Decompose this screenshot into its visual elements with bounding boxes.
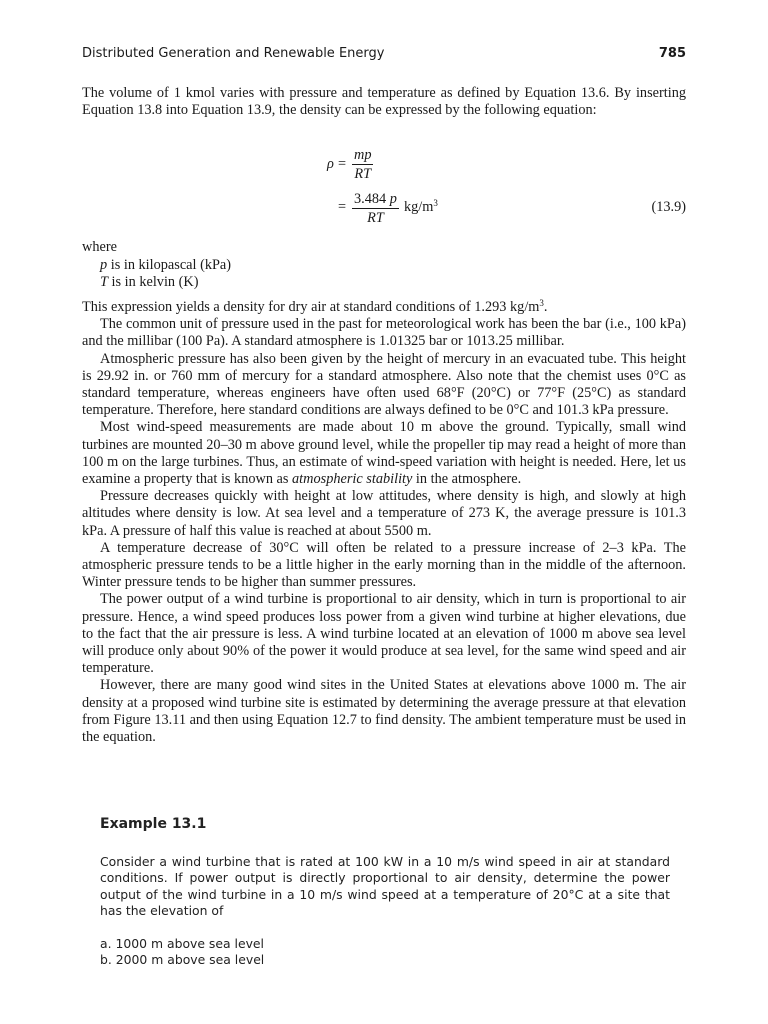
paragraph-mercury: Atmospheric pressure has also been given by the height of mercury in an evacuated tube. This height is 29.92 in. or 760 mm of mercury for a standard atmosphere. Also note that the chemist uses 0°C as standard temperature, whereas engineers have often used 68°F (20°C) or 77°F (25°C) as standard temperature. Therefore, here standard conditions are always defined to be 0°C and 101.3 kPa pressure. <box>82 350 686 419</box>
eq-equals-2: = <box>338 199 347 216</box>
example-item-b-text: 2000 m above sea level <box>115 951 265 967</box>
equation-13-9 <box>82 147 686 235</box>
eq-fraction-1 <box>352 147 373 183</box>
where-desc-p: is in kilopascal (kPa) <box>107 256 232 273</box>
eq-number: (13.9) <box>651 199 686 216</box>
p1-superscript: 3 <box>539 298 544 309</box>
page-header <box>82 46 686 66</box>
p1-text: This expression yields a density for dry air at standard conditions of 1.293 kg/m <box>82 299 540 316</box>
where-item-p <box>82 257 686 274</box>
eq-frac2-numerator <box>352 191 399 209</box>
eq-frac2-num-var: p <box>389 191 397 208</box>
example-body: Consider a wind turbine that is rated at 100 kW in a 10 m/s wind speed in air at standard conditions. If power output is directly proportional to air density, determine the power output of the wind turbine in a 10 m/s wind speed at a temperature of 20°C at a site that has the elevation of <box>100 854 670 919</box>
eq-unit-base: kg/m <box>404 199 434 216</box>
eq-frac1-numerator: mp <box>354 147 372 164</box>
where-label: where <box>82 239 117 256</box>
eq-lhs-rho: ρ <box>327 156 334 173</box>
paragraph-wind-measurements <box>82 419 686 488</box>
eq-unit-exponent: 3 <box>433 198 438 209</box>
paragraph-temperature: A temperature decrease of 30°C will often be related to a pressure increase of 2–3 kPa. The atmospheric pressure tends to be a little higher in the early morning than in the middle of the afternoon. Winter pressure tends to be higher than summer pressures. <box>82 539 686 591</box>
eq-unit <box>404 199 438 216</box>
p4-text-a: Most wind-speed measurements are made about 10 m above the ground. Typically, small wind turbines are mounted 20–30 m above ground level, while the propeller tip may read a height of more than 100 m on the large turbines. Thus, an estimate of wind-speed variation with height is needed. Here, let us examine a property that is known as <box>82 419 686 488</box>
p4-text-b: in the atmosphere. <box>412 471 522 488</box>
example-item-a <box>100 936 670 952</box>
example-item-a-marker: a. <box>100 935 112 951</box>
where-desc-t: is in kelvin (K) <box>107 273 199 290</box>
example-box <box>100 816 670 968</box>
eq-fraction-2 <box>352 191 399 227</box>
paragraph-power-output: The power output of a wind turbine is proportional to air density, which in turn is proportional to air pressure. Hence, a wind speed produces loss power from a given wind turbine at higher elevations, due to the fact that the air pressure is less. A wind turbine located at an elevation of 1000 m above sea level will produce only about 90% of the power it would produce at sea level, for the same wind speed and air temperature. <box>82 591 686 677</box>
example-list <box>100 936 670 968</box>
intro-paragraph: The volume of 1 kmol varies with pressure and temperature as defined by Equation 13.6. By inserting Equation 13.8 into Equation 13.9, the density can be expressed by the following equation: <box>82 85 686 119</box>
example-item-b <box>100 952 670 968</box>
page-number: 785 <box>658 46 686 61</box>
eq-frac2-num-value: 3.484 <box>354 191 387 208</box>
where-block <box>82 239 686 291</box>
eq-frac1-denominator: RT <box>354 166 372 183</box>
where-item-t <box>82 274 686 291</box>
p4-italic-term: atmospheric stability <box>292 471 413 488</box>
where-var-t: T <box>100 273 108 290</box>
running-title: Distributed Generation and Renewable Energy <box>82 46 385 61</box>
example-title: Example 13.1 <box>100 816 207 832</box>
paragraph-pressure-height: Pressure decreases quickly with height at low attitudes, where density is high, and slowly at high altitudes where density is low. At sea level and a temperature of 273 K, the average pressure is 101.3 kPa. A pressure of half this value is reached at about 5500 m. <box>82 488 686 539</box>
eq-frac2-denominator: RT <box>367 210 384 227</box>
eq-equals-1: = <box>338 156 347 173</box>
example-item-b-marker: b. <box>100 951 112 967</box>
paragraph-density <box>82 299 686 316</box>
paragraph-wind-sites: However, there are many good wind sites in the United States at elevations above 1000 m. The air density at a proposed wind turbine site is estimated by determining the average pressure at that elevation from Figure 13.11 and then using Equation 12.7 to find density. The ambient temperature must be used in the equation. <box>82 677 686 746</box>
p1-end: . <box>543 299 548 316</box>
where-var-p: p <box>100 256 108 273</box>
main-text <box>82 85 686 746</box>
paragraph-bar-unit: The common unit of pressure used in the past for meteorological work has been the bar (i.e., 100 kPa) and the millibar (100 Pa). A standard atmosphere is 1.01325 bar or 1013.25 millibar. <box>82 316 686 350</box>
example-item-a-text: 1000 m above sea level <box>115 935 264 951</box>
